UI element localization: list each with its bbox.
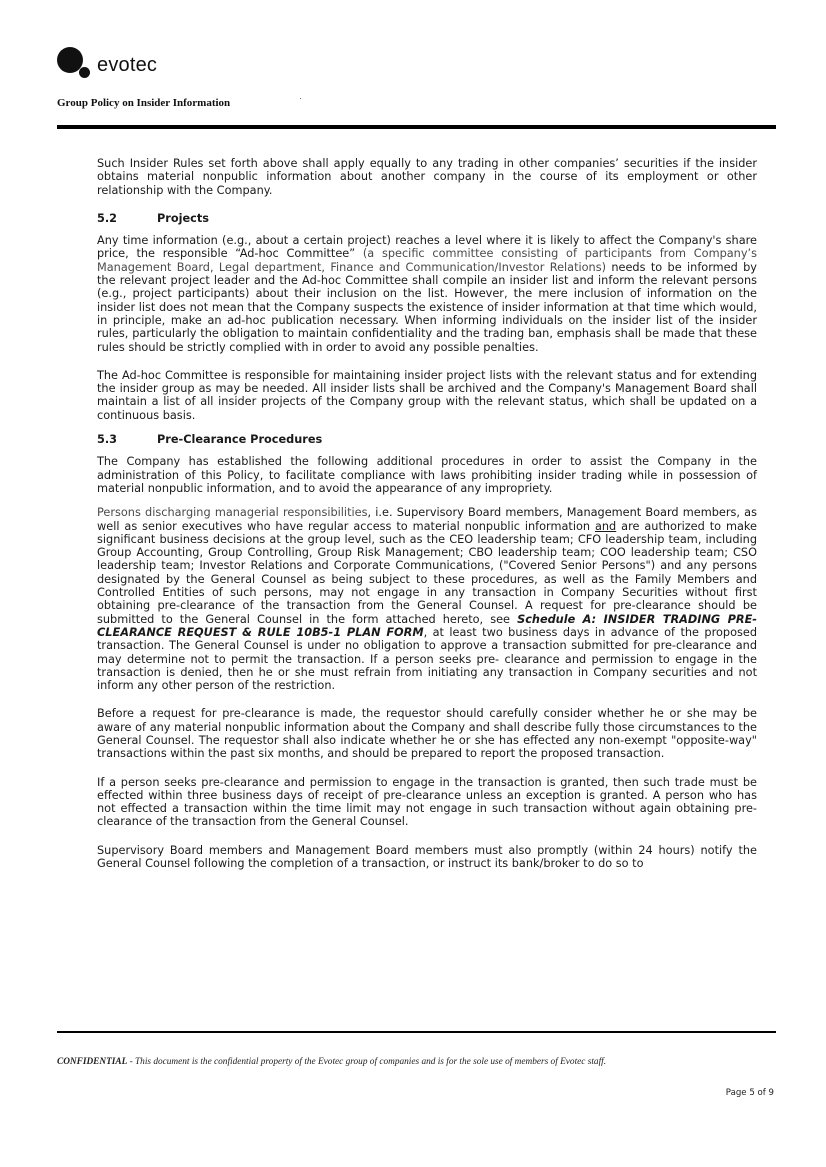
section-number: 5.2	[97, 211, 118, 225]
text-run: Any time information (e.g., about a certain project) reaches a level where it is likely to affect the Company's share price, the responsible “Ad-hoc Committee”	[97, 234, 757, 261]
section-title: Pre-Clearance Procedures	[157, 433, 323, 447]
document-body	[97, 157, 757, 881]
preclearance-paragraph-2	[97, 506, 757, 692]
preclearance-paragraph-4: If a person seeks pre-clearance and permission to engage in the transaction is granted, then such trade must be effected within three business days of receipt of pre-clearance unless an exception is granted. A person who has not effected a transaction within the time limit may not engage in such transaction without again obtaining pre-clearance of the transaction from the General Counsel.	[97, 775, 757, 829]
preclearance-paragraph-3: Before a request for pre-clearance is made, the requestor should carefully consider whether he or she may be aware of any material nonpublic information about the Company and shall describe fully those circumstances to the General Counsel. The requestor shall also indicate whether he or she has effected any non-exempt "opposite-way" transactions within the past six months, and should be prepared to report the proposed transaction.	[97, 707, 757, 761]
confidential-label: CONFIDENTIAL	[57, 1057, 128, 1067]
section-5-3-heading	[97, 433, 757, 446]
header-divider	[57, 125, 776, 129]
logo-small-dot	[79, 67, 90, 78]
page-number: Page 5 of 9	[725, 1088, 774, 1098]
stray-mark	[300, 98, 301, 99]
document-title: Group Policy on Insider Information	[57, 97, 231, 109]
managerial-persons-term: Persons discharging managerial responsibilities	[97, 506, 368, 520]
confidential-notice	[57, 1057, 606, 1067]
text-run: , at least two business days in advance of the proposed transaction. The General Counsel is under no obligation to approve a transaction submitted for pre-clearance and may determine not to permit the transaction. If a person seeks pre- clearance and permission to engage in the transaction is denied, then he or she must refrain from initiating any transaction in Company securities and not inform any other person of the restriction.	[97, 625, 757, 693]
section-5-2-heading	[97, 212, 757, 225]
preclearance-paragraph-1: The Company has established the following additional procedures in order to assist the Company in the administration of this Policy, to facilitate compliance with laws prohibiting insider trading while in possession of material nonpublic information, and to avoid the appearance of any impropriety.	[97, 455, 757, 495]
confidential-text: - This document is the confidential property of the Evotec group of companies and is for the sole use of members of Evotec staff.	[127, 1057, 607, 1067]
footer-divider	[57, 1031, 776, 1033]
company-logo	[57, 46, 177, 86]
projects-paragraph-1	[97, 234, 757, 354]
intro-paragraph: Such Insider Rules set forth above shall apply equally to any trading in other companies’ securities if the insider obtains material nonpublic information about another company in the course of its employment or other relationship with the Company.	[97, 157, 757, 197]
committee-definition: (a specific committee consisting of participants from Company’s Management Board, Legal department, Finance and Communication/Investor Relations)	[97, 247, 757, 274]
preclearance-paragraph-5: Supervisory Board members and Management Board members must also promptly (within 24 hours) notify the General Counsel following the completion of a transaction, or instruct its bank/broker to do so to	[97, 843, 757, 871]
projects-paragraph-2: The Ad-hoc Committee is responsible for maintaining insider project lists with the relevant status and for extending the insider group as may be needed. All insider lists shall be archived and the Company's Management Board shall maintain a list of all insider projects of the Company group with the relevant status, which shall be updated on a continuous basis.	[97, 368, 757, 422]
section-number: 5.3	[97, 433, 118, 447]
text-run: needs to be informed by the relevant project leader and the Ad-hoc Committee shall compile an insider list and inform the relevant persons (e.g., project participants) about their inclusion on the list. However, the mere inclusion of information on the insider list does not mean that the Company suspects the existence of insider information at that time which would, in principle, make an ad-hoc publication necessary. When informing individuals on the insider list of the insider rules, particularly the obligation to maintain confidentiality and the trading ban, emphasis shall be made that these rules should be strictly complied with in order to avoid any possible penalties.	[97, 260, 757, 354]
underlined-and: and	[594, 519, 617, 533]
text-run: , i.e. Supervisory Board members, Management Board members, as well as senior executives who have regular access to material nonpublic information	[97, 506, 757, 533]
text-run: are authorized to make significant business decisions at the group level, such as the CEO leadership team; CFO leadership team, including Group Accounting, Group Controlling, Group Risk Management; CBO leadership team; COO leadership team; CSO leadership team; Investor Relations and Corporate Communications, ("Covered Senior Persons") and any persons designated by the General Counsel as being subject to these procedures, as well as the Family Members and Controlled Entities of such persons, may not engage in any transaction in Company Securities without first obtaining pre-clearance of the transaction from the General Counsel. A request for pre-clearance should be submitted to the General Counsel in the form attached hereto, see	[97, 519, 757, 626]
section-title: Projects	[157, 211, 209, 225]
schedule-a-reference: Schedule A: INSIDER TRADING PRE-CLEARANCE REQUEST & RULE 10B5-1 PLAN FORM	[97, 612, 757, 639]
logo-wordmark: evotec	[97, 54, 158, 76]
